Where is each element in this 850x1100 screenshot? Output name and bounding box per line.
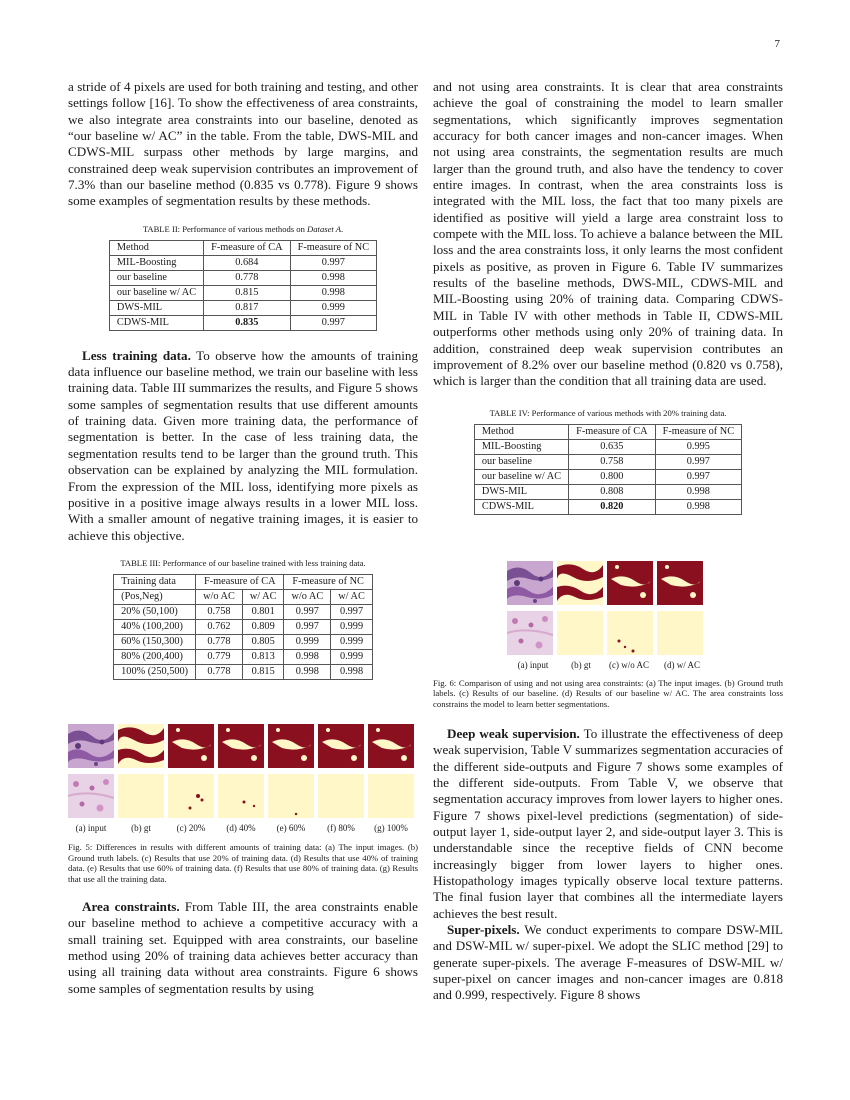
table-3 bbox=[113, 574, 373, 680]
figure-5-row-bottom bbox=[66, 774, 418, 818]
fig5-80-image bbox=[318, 774, 364, 818]
figure-6 bbox=[433, 561, 783, 710]
fig5-100-image bbox=[368, 724, 414, 768]
table-header: Method bbox=[474, 424, 568, 439]
table-row: DWS-MIL 0.808 0.998 bbox=[474, 484, 741, 499]
fig6-woac-image bbox=[607, 561, 653, 605]
right-paragraph-3: Super-pixels. We conduct experiments to compare DSW-MIL and DSW-MIL w/ super-pixel. We adopt the SLIC method [29] to generate super-pixels. The average F-measures of DSW-MIL w/ super-pixel on cancer images and non-cancer images are 0.818 and 0.999, respectively. Figure 8 shows bbox=[433, 922, 783, 1003]
table-header: F-measure of NC bbox=[655, 424, 742, 439]
fig6-gt-image bbox=[557, 611, 603, 655]
table-row: 100% (250,500) 0.778 0.815 0.998 0.998 bbox=[114, 664, 373, 679]
table-row: 20% (50,100) 0.758 0.801 0.997 0.997 bbox=[114, 604, 373, 619]
figure-6-labels bbox=[505, 660, 783, 671]
figure-6-caption: Fig. 6: Comparison of using and not using area constraints: (a) The input images. (b) Ground truth labels. (c) Results of our baseline. (d) Results of our baseline w/ AC. The area constraints loss constrains the model to learn better segmentations. bbox=[433, 677, 783, 710]
table3-caption: TABLE III: Performance of our baseline trained with less training data. bbox=[120, 557, 366, 568]
right-column bbox=[433, 79, 783, 1004]
table-4 bbox=[474, 424, 742, 515]
table-header: Method bbox=[109, 240, 203, 255]
table-row: CDWS-MIL 0.835 0.997 bbox=[109, 315, 376, 330]
fig6-label: (d) w/ AC bbox=[664, 659, 700, 670]
table-row: our baseline 0.758 0.997 bbox=[474, 454, 741, 469]
right-paragraph-1: and not using area constraints. It is clear that area constraints achieve the goal of constraining the model to learn smaller segmentations, which significantly improves segmentation accuracy for both cancer images and non-cancer images. When not using area constraints, the segmentation results are much larger than the ground truth, and also have the tendency to cover entire images. In contrast, when the area constraints loss is integrated with the MIL loss, the fact that too many pixels are identified as positive will yield a large area constraint loss to compete with the MIL loss. To achieve a balance between the MIL loss and the area constraints loss, it only learns the most confident pixels as positive, as proven in Figure 6. Table IV summarizes results of the baseline methods, DWS-MIL, CDWS-MIL and MIL-Boosting using 20% of training data. Comparing CDWS-MIL in Table IV with other methods in Table II, CDWS-MIL outperforms other methods using only 20% of training data. In addition, constrained deep weak supervision contributes an improvement of 8.2% over our baseline method (0.820 vs 0.758), which is larger than the condition that all training data are used. bbox=[433, 79, 783, 389]
table-header: w/ AC bbox=[242, 589, 284, 604]
fig5-label: (e) 60% bbox=[276, 822, 306, 833]
fig5-gt-image bbox=[118, 724, 164, 768]
table-header: w/ AC bbox=[331, 589, 373, 604]
fig5-input-image bbox=[68, 724, 114, 768]
table-header: F-measure of NC bbox=[290, 240, 377, 255]
fig5-100-image bbox=[368, 774, 414, 818]
table-header: F-measure of NC bbox=[284, 574, 372, 589]
left-paragraph-1: a stride of 4 pixels are used for both training and testing, and other settings follow [16]. To show the effectiveness of area constraints, we also integrate area constraints into our baseline, denoted as “our baseline w/ AC” in the table. From the table, DWS-MIL and CDWS-MIL surpass other methods by large margins, and constrained deep weak supervision contributes an improvement of 7.3% than our baseline method (0.835 vs 0.778). Figure 9 shows some examples of segmentation results by these methods. bbox=[68, 79, 418, 209]
fig6-wac-image bbox=[657, 561, 703, 605]
fig5-label: (b) gt bbox=[131, 822, 151, 833]
table-header: F-measure of CA bbox=[196, 574, 284, 589]
figure-6-row-bottom bbox=[505, 611, 783, 655]
table-2 bbox=[109, 240, 377, 331]
table-header: F-measure of CA bbox=[204, 240, 291, 255]
table-header: (Pos,Neg) bbox=[114, 589, 196, 604]
fig5-label: (c) 20% bbox=[176, 822, 206, 833]
fig5-label: (g) 100% bbox=[374, 822, 408, 833]
fig5-80-image bbox=[318, 724, 364, 768]
table-row: 60% (150,300) 0.778 0.805 0.999 0.999 bbox=[114, 634, 373, 649]
table2-caption: TABLE II: Performance of various methods on Dataset A. bbox=[142, 223, 344, 234]
figure-6-row-top bbox=[505, 561, 783, 605]
fig5-label: (d) 40% bbox=[226, 822, 256, 833]
table-row: our baseline w/ AC 0.800 0.997 bbox=[474, 469, 741, 484]
figure-5-row-top bbox=[66, 724, 418, 768]
fig6-label: (c) w/o AC bbox=[609, 659, 649, 670]
table-row: DWS-MIL 0.817 0.999 bbox=[109, 300, 376, 315]
table-header: w/o AC bbox=[196, 589, 243, 604]
fig5-gt-image bbox=[118, 774, 164, 818]
fig5-40-image bbox=[218, 724, 264, 768]
fig5-40-image bbox=[218, 774, 264, 818]
fig6-input-image bbox=[507, 561, 553, 605]
left-paragraph-3: Area constraints. From Table III, the area constraints enable our baseline method to achieve a competitive accuracy with a small training set. Equipped with area constraints, our baseline method using 20% of training data achieves better accuracy than using all training data without area constraints. Figure 6 shows some samples of segmentation results by using bbox=[68, 899, 418, 996]
fig6-wac-image bbox=[657, 611, 703, 655]
fig6-label: (b) gt bbox=[571, 659, 591, 670]
table-header: F-measure of CA bbox=[569, 424, 656, 439]
table4-caption: TABLE IV: Performance of various methods with 20% training data. bbox=[489, 407, 727, 418]
table-row: CDWS-MIL 0.820 0.998 bbox=[474, 499, 741, 514]
table-row: our baseline 0.778 0.998 bbox=[109, 270, 376, 285]
left-paragraph-2: Less training data. To observe how the amounts of training data influence our baseline method, we train our baseline with less training data. Table III summarizes the results, and Figure 5 shows some samples of segmentation results that use different amounts of training data. Given more training data, the performance of segmentation is better. In the case of less training data, the segmentation results tend to be larger than the ground truth. This observation can be explained by analyzing the MIL formulation. From the expression of the MIL loss, identifying more pixels as positive in a positive image always results in a lower MIL loss. With a smaller amount of negative training images, it is easier to achieve this objective. bbox=[68, 347, 419, 543]
fig5-60-image bbox=[268, 724, 314, 768]
fig5-60-image bbox=[268, 774, 314, 818]
table-row: 80% (200,400) 0.779 0.813 0.998 0.999 bbox=[114, 649, 373, 664]
fig6-gt-image bbox=[557, 561, 603, 605]
table-row: our baseline w/ AC 0.815 0.998 bbox=[109, 285, 376, 300]
table-header: Training data bbox=[114, 574, 196, 589]
table-row: 40% (100,200) 0.762 0.809 0.997 0.999 bbox=[114, 619, 373, 634]
fig5-input-image bbox=[68, 774, 114, 818]
left-column bbox=[68, 79, 418, 997]
fig5-20-image bbox=[168, 724, 214, 768]
table-row: MIL-Boosting 0.684 0.997 bbox=[109, 255, 376, 270]
fig5-20-image bbox=[168, 774, 214, 818]
fig5-label: (f) 80% bbox=[327, 822, 355, 833]
fig6-woac-image bbox=[607, 611, 653, 655]
figure-5-caption: Fig. 5: Differences in results with different amounts of training data: (a) The input images. (b) Ground truth labels. (c) Results that use 20% of training data. (d) Results that use 40% of training data. (e) Results that use 60% of training data. (f) Results that use 80% of training data. (g) Results that use all the training data. bbox=[68, 841, 418, 885]
fig6-label: (a) input bbox=[517, 659, 549, 670]
table-row: MIL-Boosting 0.635 0.995 bbox=[474, 439, 741, 454]
figure-5 bbox=[68, 724, 418, 885]
right-paragraph-2: Deep weak supervision. To illustrate the effectiveness of deep weak supervision, Table V summarizes segmentation accuracies of the different side-outputs and Figure 7 shows some examples of the different side-outputs. From Table V, we observe that segmentation accuracy improves from lower layers to higher ones. Figure 7 shows pixel-level predictions (segmentation) of side-output layer 1, side-output layer 2, and side-output layer 3. This is understandable since the receptive fields of CNN become increasingly bigger from lower layers to higher ones. Histopathology images typically observe local texture patterns. The final fusion layer that combines all the intermediate layers achieves the best result. bbox=[433, 725, 783, 921]
fig5-label: (a) input bbox=[75, 822, 107, 833]
table-header: w/o AC bbox=[284, 589, 331, 604]
figure-5-labels bbox=[66, 823, 418, 834]
fig6-input-image bbox=[507, 611, 553, 655]
page-number: 7 bbox=[774, 38, 780, 50]
